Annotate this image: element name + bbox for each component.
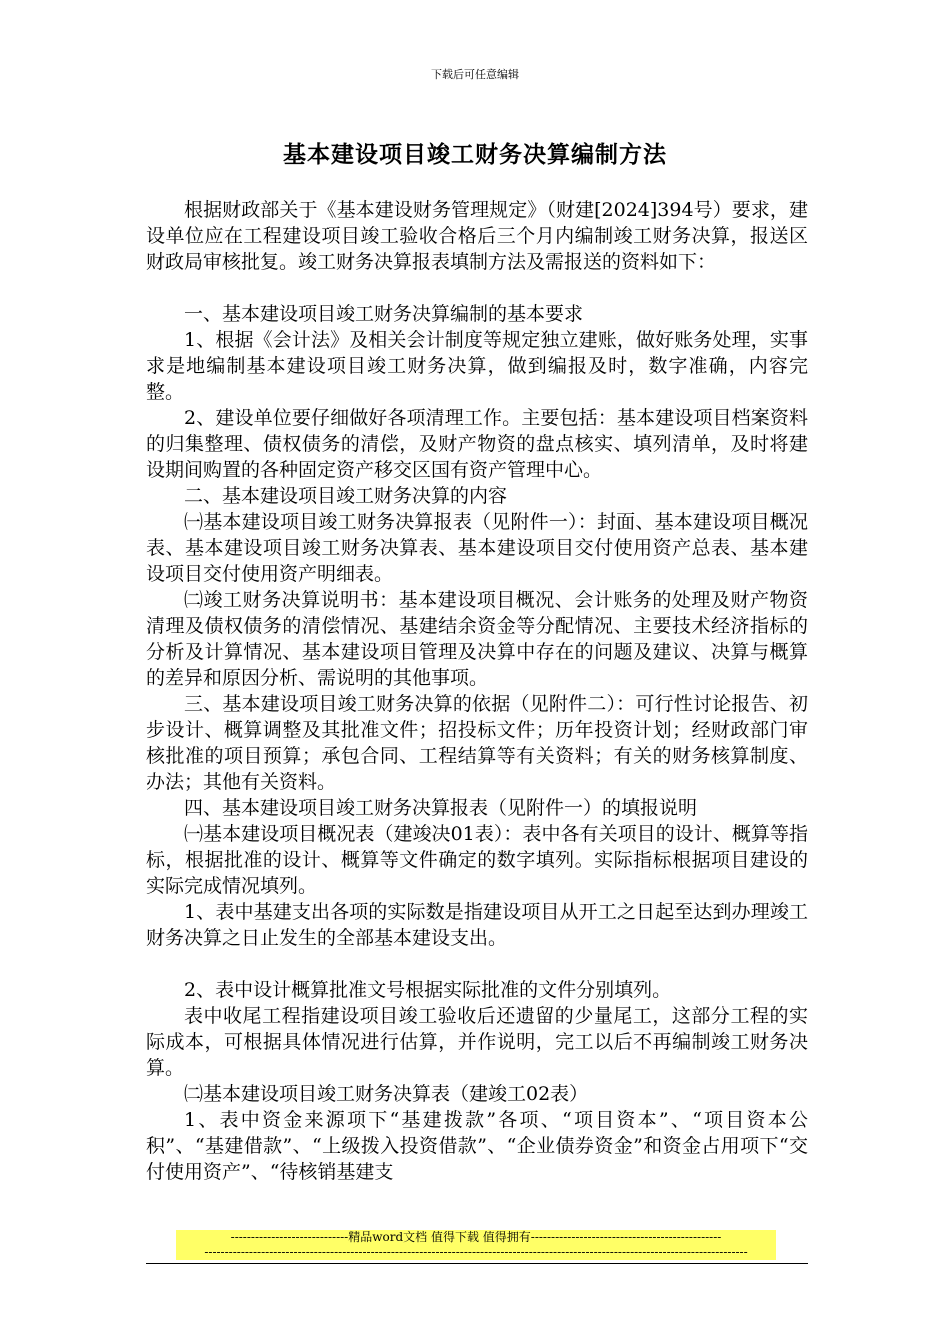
paragraph-intro: 根据财政部关于《基本建设财务管理规定》（财建[2024]394号）要求，建设单位应在工程建设项目竣工验收合格后三个月内编制竣工财务决算，报送区财政局审核批复。竣工财务决算报表填制方法及需报送的资料如下： [146, 199, 808, 273]
paragraph: 2、表中设计概算批准文号根据实际批准的文件分别填列。 [184, 979, 672, 1001]
paragraph: ㈠基本建设项目概况表（建竣决01表）：表中各有关项目的设计、概算等指标，根据批准的设计、概算等文件确定的数字填列。实际指标根据项目建设的实际完成情况填列。 [146, 823, 808, 897]
paragraph: 2、建设单位要仔细做好各项清理工作。主要包括：基本建设项目档案资料的归集整理、债权债务的清偿，及财产物资的盘点核实、填列清单，及时将建设期间购置的各种固定资产移交区国有资产管理中心。 [146, 407, 808, 481]
paragraph: 1、表中基建支出各项的实际数是指建设项目从开工之日起至达到办理竣工财务决算之日止发生的全部基本建设支出。 [146, 901, 808, 949]
footer-banner-text: -----------------------------精品word文档 值得下载 值得拥有----------------------------------------------- [230, 1230, 722, 1244]
section-heading-4: 四、基本建设项目竣工财务决算报表（见附件一）的填报说明 [184, 797, 698, 819]
section-heading-1: 一、基本建设项目竣工财务决算编制的基本要求 [184, 303, 584, 325]
page-title: 基本建设项目竣工财务决算编制方法 [283, 141, 667, 168]
paragraph: 1、表中资金来源项下“基建拨款”各项、“项目资本”、“项目资本公积”、“基建借款”、“上级拨入投资借款”、“企业债券资金”和资金占用项下“交付使用资产”、“待核销基建支 [146, 1109, 808, 1183]
footer-dashes: -------------------------------------------------------------------------------------------------------------------------------------- [204, 1245, 748, 1259]
header-note: 下载后可任意编辑 [431, 68, 519, 81]
paragraph: ㈠基本建设项目竣工财务决算报表（见附件一）：封面、基本建设项目概况表、基本建设项目竣工财务决算表、基本建设项目交付使用资产总表、基本建设项目交付使用资产明细表。 [146, 511, 808, 585]
document-body [146, 197, 808, 1185]
paragraph: 1、根据《会计法》及相关会计制度等规定独立建账，做好账务处理，实事求是地编制基本建设项目竣工财务决算，做到编报及时，数字准确，内容完整。 [146, 329, 808, 403]
paragraph: ㈡基本建设项目竣工财务决算表（建竣工02表） [184, 1083, 589, 1105]
footer-rule [146, 1263, 808, 1264]
paragraph: ㈡竣工财务决算说明书：基本建设项目概况、会计账务的处理及财产物资清理及债权债务的清偿情况、基建结余资金等分配情况、主要技术经济指标的分析及计算情况、基本建设项目管理及决算中存在的问题及建议、决算与概算的差异和原因分析、需说明的其他事项。 [146, 589, 808, 689]
paragraph: 表中收尾工程指建设项目竣工验收后还遗留的少量尾工，这部分工程的实际成本，可根据具体情况进行估算，并作说明，完工以后不再编制竣工财务决算。 [146, 1005, 808, 1079]
paragraph: 三、基本建设项目竣工财务决算的依据（见附件二）：可行性讨论报告、初步设计、概算调整及其批准文件；招投标文件；历年投资计划；经财政部门审核批准的项目预算；承包合同、工程结算等有关资料；有关的财务核算制度、办法；其他有关资料。 [146, 693, 808, 793]
section-heading-2: 二、基本建设项目竣工财务决算的内容 [184, 485, 508, 507]
